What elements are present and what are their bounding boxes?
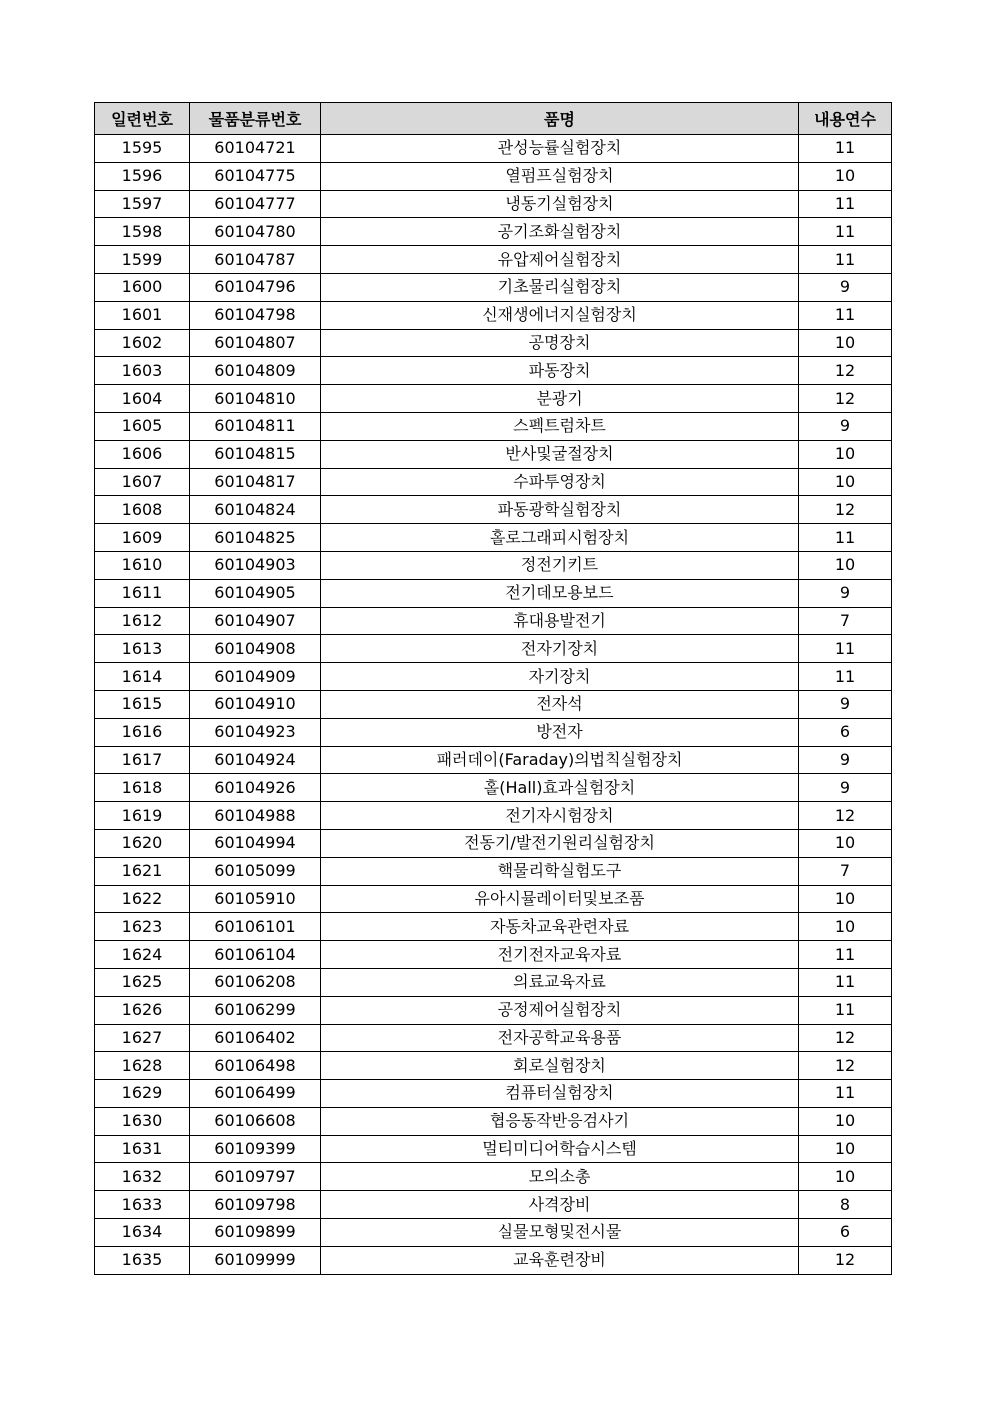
cell-useful-life: 12 xyxy=(799,496,892,524)
cell-classification-code: 60104909 xyxy=(190,663,321,691)
cell-classification-code: 60109999 xyxy=(190,1246,321,1274)
cell-serial-number: 1602 xyxy=(95,329,190,357)
cell-item-name: 정전기키트 xyxy=(321,551,799,579)
cell-useful-life: 9 xyxy=(799,579,892,607)
cell-serial-number: 1601 xyxy=(95,301,190,329)
cell-useful-life: 12 xyxy=(799,1052,892,1080)
cell-classification-code: 60106498 xyxy=(190,1052,321,1080)
cell-item-name: 신재생에너지실험장치 xyxy=(321,301,799,329)
cell-serial-number: 1610 xyxy=(95,551,190,579)
table-row xyxy=(95,968,892,996)
cell-item-name: 핵물리학실험도구 xyxy=(321,857,799,885)
cell-useful-life: 9 xyxy=(799,746,892,774)
cell-item-name: 자기장치 xyxy=(321,663,799,691)
cell-useful-life: 11 xyxy=(799,1080,892,1108)
cell-item-name: 열펌프실험장치 xyxy=(321,162,799,190)
cell-item-name: 유아시뮬레이터및보조품 xyxy=(321,885,799,913)
cell-serial-number: 1615 xyxy=(95,690,190,718)
cell-useful-life: 7 xyxy=(799,857,892,885)
cell-serial-number: 1616 xyxy=(95,718,190,746)
table-row xyxy=(95,1107,892,1135)
cell-classification-code: 60104908 xyxy=(190,635,321,663)
table-row xyxy=(95,1246,892,1274)
cell-serial-number: 1622 xyxy=(95,885,190,913)
cell-useful-life: 11 xyxy=(799,996,892,1024)
cell-serial-number: 1623 xyxy=(95,913,190,941)
table-row xyxy=(95,301,892,329)
cell-useful-life: 10 xyxy=(799,468,892,496)
cell-serial-number: 1634 xyxy=(95,1219,190,1247)
cell-useful-life: 12 xyxy=(799,1246,892,1274)
cell-useful-life: 11 xyxy=(799,524,892,552)
cell-useful-life: 11 xyxy=(799,635,892,663)
cell-serial-number: 1606 xyxy=(95,440,190,468)
table-row xyxy=(95,996,892,1024)
table-row xyxy=(95,941,892,969)
cell-serial-number: 1603 xyxy=(95,357,190,385)
cell-serial-number: 1604 xyxy=(95,385,190,413)
cell-useful-life: 10 xyxy=(799,162,892,190)
cell-serial-number: 1621 xyxy=(95,857,190,885)
cell-classification-code: 60104903 xyxy=(190,551,321,579)
cell-classification-code: 60104807 xyxy=(190,329,321,357)
cell-serial-number: 1597 xyxy=(95,190,190,218)
cell-item-name: 휴대용발전기 xyxy=(321,607,799,635)
cell-item-name: 방전자 xyxy=(321,718,799,746)
table-body xyxy=(95,135,892,1275)
cell-item-name: 스펙트럼차트 xyxy=(321,412,799,440)
cell-serial-number: 1620 xyxy=(95,829,190,857)
cell-item-name: 전자공학교육용품 xyxy=(321,1024,799,1052)
table-row xyxy=(95,440,892,468)
cell-classification-code: 60104824 xyxy=(190,496,321,524)
cell-item-name: 전자기장치 xyxy=(321,635,799,663)
table-row xyxy=(95,885,892,913)
cell-classification-code: 60106608 xyxy=(190,1107,321,1135)
cell-serial-number: 1598 xyxy=(95,218,190,246)
table-row xyxy=(95,551,892,579)
cell-item-name: 전동기/발전기원리실험장치 xyxy=(321,829,799,857)
cell-classification-code: 60104926 xyxy=(190,774,321,802)
cell-useful-life: 9 xyxy=(799,774,892,802)
cell-classification-code: 60105910 xyxy=(190,885,321,913)
table-row xyxy=(95,412,892,440)
table-row xyxy=(95,802,892,830)
table-row xyxy=(95,273,892,301)
table-row xyxy=(95,635,892,663)
cell-classification-code: 60104923 xyxy=(190,718,321,746)
cell-classification-code: 60104905 xyxy=(190,579,321,607)
cell-useful-life: 10 xyxy=(799,1135,892,1163)
header-item-name: 품명 xyxy=(321,103,799,135)
cell-useful-life: 9 xyxy=(799,273,892,301)
header-serial-number: 일련번호 xyxy=(95,103,190,135)
cell-item-name: 파동광학실험장치 xyxy=(321,496,799,524)
cell-item-name: 회로실험장치 xyxy=(321,1052,799,1080)
cell-classification-code: 60109899 xyxy=(190,1219,321,1247)
cell-useful-life: 7 xyxy=(799,607,892,635)
cell-serial-number: 1611 xyxy=(95,579,190,607)
cell-item-name: 패러데이(Faraday)의법칙실험장치 xyxy=(321,746,799,774)
cell-classification-code: 60104810 xyxy=(190,385,321,413)
cell-useful-life: 11 xyxy=(799,941,892,969)
table-row xyxy=(95,1135,892,1163)
cell-classification-code: 60109798 xyxy=(190,1191,321,1219)
cell-classification-code: 60104988 xyxy=(190,802,321,830)
cell-classification-code: 60104798 xyxy=(190,301,321,329)
cell-item-name: 수파투영장치 xyxy=(321,468,799,496)
cell-classification-code: 60104777 xyxy=(190,190,321,218)
cell-item-name: 공명장치 xyxy=(321,329,799,357)
cell-useful-life: 10 xyxy=(799,1107,892,1135)
cell-useful-life: 11 xyxy=(799,663,892,691)
cell-item-name: 공기조화실험장치 xyxy=(321,218,799,246)
cell-serial-number: 1612 xyxy=(95,607,190,635)
cell-useful-life: 12 xyxy=(799,357,892,385)
cell-serial-number: 1633 xyxy=(95,1191,190,1219)
cell-item-name: 모의소총 xyxy=(321,1163,799,1191)
cell-useful-life: 9 xyxy=(799,690,892,718)
table-row xyxy=(95,1024,892,1052)
table-row xyxy=(95,246,892,274)
cell-classification-code: 60106402 xyxy=(190,1024,321,1052)
cell-item-name: 전기데모용보드 xyxy=(321,579,799,607)
cell-classification-code: 60104796 xyxy=(190,273,321,301)
table-row xyxy=(95,1080,892,1108)
cell-useful-life: 10 xyxy=(799,885,892,913)
cell-serial-number: 1624 xyxy=(95,941,190,969)
cell-useful-life: 10 xyxy=(799,913,892,941)
table-row xyxy=(95,746,892,774)
table-row xyxy=(95,190,892,218)
cell-classification-code: 60104910 xyxy=(190,690,321,718)
cell-serial-number: 1595 xyxy=(95,135,190,163)
cell-item-name: 교육훈련장비 xyxy=(321,1246,799,1274)
table-row xyxy=(95,829,892,857)
cell-classification-code: 60106208 xyxy=(190,968,321,996)
cell-serial-number: 1600 xyxy=(95,273,190,301)
cell-classification-code: 60104809 xyxy=(190,357,321,385)
table-row xyxy=(95,579,892,607)
cell-classification-code: 60104924 xyxy=(190,746,321,774)
cell-item-name: 전기자시험장치 xyxy=(321,802,799,830)
cell-item-name: 전자석 xyxy=(321,690,799,718)
cell-useful-life: 11 xyxy=(799,190,892,218)
cell-serial-number: 1632 xyxy=(95,1163,190,1191)
cell-serial-number: 1607 xyxy=(95,468,190,496)
durable-years-table xyxy=(94,102,892,1275)
table-row xyxy=(95,329,892,357)
table-row xyxy=(95,468,892,496)
cell-item-name: 홀(Hall)효과실험장치 xyxy=(321,774,799,802)
cell-classification-code: 60104787 xyxy=(190,246,321,274)
header-row xyxy=(95,103,892,135)
table-row xyxy=(95,663,892,691)
table-row xyxy=(95,357,892,385)
cell-classification-code: 60106299 xyxy=(190,996,321,1024)
table-row xyxy=(95,718,892,746)
cell-item-name: 협응동작반응검사기 xyxy=(321,1107,799,1135)
cell-serial-number: 1596 xyxy=(95,162,190,190)
cell-serial-number: 1619 xyxy=(95,802,190,830)
table-row xyxy=(95,774,892,802)
cell-useful-life: 11 xyxy=(799,218,892,246)
cell-serial-number: 1631 xyxy=(95,1135,190,1163)
cell-item-name: 반사및굴절장치 xyxy=(321,440,799,468)
cell-serial-number: 1605 xyxy=(95,412,190,440)
table-row xyxy=(95,135,892,163)
cell-item-name: 파동장치 xyxy=(321,357,799,385)
cell-useful-life: 10 xyxy=(799,551,892,579)
cell-classification-code: 60104811 xyxy=(190,412,321,440)
cell-classification-code: 60104721 xyxy=(190,135,321,163)
cell-serial-number: 1599 xyxy=(95,246,190,274)
cell-classification-code: 60104817 xyxy=(190,468,321,496)
cell-serial-number: 1613 xyxy=(95,635,190,663)
table-row xyxy=(95,1219,892,1247)
cell-serial-number: 1629 xyxy=(95,1080,190,1108)
table-row xyxy=(95,385,892,413)
cell-serial-number: 1630 xyxy=(95,1107,190,1135)
cell-classification-code: 60109399 xyxy=(190,1135,321,1163)
cell-classification-code: 60104780 xyxy=(190,218,321,246)
cell-serial-number: 1614 xyxy=(95,663,190,691)
cell-item-name: 유압제어실험장치 xyxy=(321,246,799,274)
cell-classification-code: 60104907 xyxy=(190,607,321,635)
cell-serial-number: 1626 xyxy=(95,996,190,1024)
cell-useful-life: 9 xyxy=(799,412,892,440)
cell-classification-code: 60104825 xyxy=(190,524,321,552)
cell-classification-code: 60104994 xyxy=(190,829,321,857)
table-row xyxy=(95,857,892,885)
cell-useful-life: 10 xyxy=(799,1163,892,1191)
cell-item-name: 냉동기실험장치 xyxy=(321,190,799,218)
cell-item-name: 컴퓨터실험장치 xyxy=(321,1080,799,1108)
cell-useful-life: 12 xyxy=(799,802,892,830)
header-classification-code: 물품분류번호 xyxy=(190,103,321,135)
cell-useful-life: 8 xyxy=(799,1191,892,1219)
cell-useful-life: 6 xyxy=(799,1219,892,1247)
cell-serial-number: 1609 xyxy=(95,524,190,552)
table-row xyxy=(95,524,892,552)
table-row xyxy=(95,1163,892,1191)
cell-serial-number: 1618 xyxy=(95,774,190,802)
table-header xyxy=(95,103,892,135)
cell-serial-number: 1625 xyxy=(95,968,190,996)
cell-classification-code: 60106101 xyxy=(190,913,321,941)
cell-useful-life: 12 xyxy=(799,385,892,413)
cell-item-name: 멀티미디어학습시스템 xyxy=(321,1135,799,1163)
cell-useful-life: 11 xyxy=(799,246,892,274)
cell-item-name: 홀로그래피시험장치 xyxy=(321,524,799,552)
table-row xyxy=(95,218,892,246)
cell-classification-code: 60109797 xyxy=(190,1163,321,1191)
cell-item-name: 의료교육자료 xyxy=(321,968,799,996)
cell-item-name: 전기전자교육자료 xyxy=(321,941,799,969)
table-row xyxy=(95,496,892,524)
cell-useful-life: 11 xyxy=(799,135,892,163)
cell-item-name: 관성능률실험장치 xyxy=(321,135,799,163)
cell-item-name: 공정제어실험장치 xyxy=(321,996,799,1024)
table-row xyxy=(95,913,892,941)
cell-serial-number: 1627 xyxy=(95,1024,190,1052)
table-row xyxy=(95,607,892,635)
header-useful-life: 내용연수 xyxy=(799,103,892,135)
cell-serial-number: 1635 xyxy=(95,1246,190,1274)
cell-item-name: 기초물리실험장치 xyxy=(321,273,799,301)
table-row xyxy=(95,690,892,718)
cell-serial-number: 1608 xyxy=(95,496,190,524)
table-row xyxy=(95,1191,892,1219)
cell-classification-code: 60106104 xyxy=(190,941,321,969)
cell-classification-code: 60106499 xyxy=(190,1080,321,1108)
cell-classification-code: 60104815 xyxy=(190,440,321,468)
cell-item-name: 사격장비 xyxy=(321,1191,799,1219)
cell-useful-life: 11 xyxy=(799,301,892,329)
cell-classification-code: 60104775 xyxy=(190,162,321,190)
cell-useful-life: 6 xyxy=(799,718,892,746)
table-row xyxy=(95,162,892,190)
cell-useful-life: 10 xyxy=(799,329,892,357)
cell-serial-number: 1628 xyxy=(95,1052,190,1080)
table-row xyxy=(95,1052,892,1080)
cell-item-name: 자동차교육관련자료 xyxy=(321,913,799,941)
cell-classification-code: 60105099 xyxy=(190,857,321,885)
cell-item-name: 분광기 xyxy=(321,385,799,413)
cell-useful-life: 10 xyxy=(799,440,892,468)
cell-serial-number: 1617 xyxy=(95,746,190,774)
cell-item-name: 실물모형및전시물 xyxy=(321,1219,799,1247)
cell-useful-life: 10 xyxy=(799,829,892,857)
cell-useful-life: 11 xyxy=(799,968,892,996)
cell-useful-life: 12 xyxy=(799,1024,892,1052)
